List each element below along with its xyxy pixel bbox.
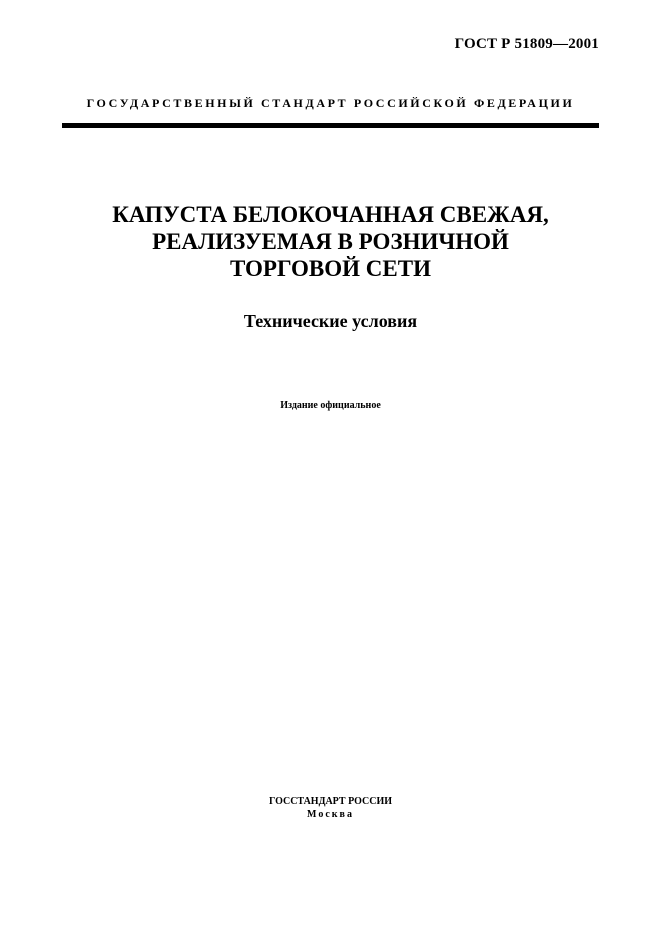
title-line-1: КАПУСТА БЕЛОКОЧАННАЯ СВЕЖАЯ, xyxy=(112,202,549,227)
edition-note: Издание официальное xyxy=(280,400,381,411)
document-title xyxy=(60,201,601,282)
header-divider xyxy=(62,123,599,128)
title-line-2: РЕАЛИЗУЕМАЯ В РОЗНИЧНОЙ xyxy=(152,229,509,254)
publisher-name: ГОССТАНДАРТ РОССИИ xyxy=(268,796,393,807)
document-subtitle: Технические условия xyxy=(243,311,418,331)
document-code: ГОСТ Р 51809—2001 xyxy=(454,36,599,52)
publisher-block xyxy=(60,795,601,821)
standard-header: ГОСУДАРСТВЕННЫЙ СТАНДАРТ РОССИЙСКОЙ ФЕДЕРАЦИИ xyxy=(86,96,575,110)
title-line-3: ТОРГОВОЙ СЕТИ xyxy=(230,256,431,281)
publisher-city: Москва xyxy=(307,809,354,820)
